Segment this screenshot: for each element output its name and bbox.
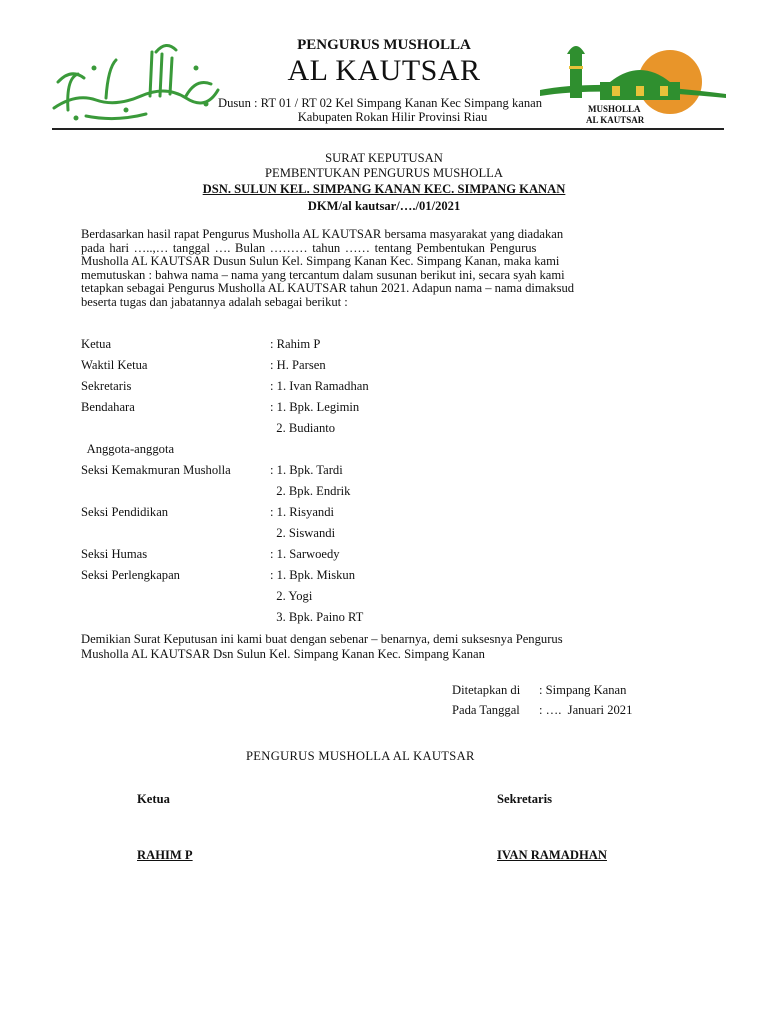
roster-value: : Rahim P: [270, 337, 321, 351]
roster-value: 2. Bpk. Endrik: [270, 484, 351, 498]
place-label: Ditetapkan di: [452, 683, 521, 697]
logo-caption-1: MUSHOLLA: [588, 104, 641, 114]
intro-paragraph: [81, 228, 685, 310]
date-label: Pada Tanggal: [452, 703, 520, 717]
left-role: Ketua: [137, 792, 170, 806]
date-value: : …. Januari 2021: [539, 703, 633, 717]
right-signatory-name: IVAN RAMADHAN: [497, 848, 607, 862]
roster-value: 2. Yogi: [270, 589, 313, 603]
roster-value: : H. Parsen: [270, 358, 326, 372]
org-line: PENGURUS MUSHOLLA: [297, 37, 471, 53]
title-line-3: DSN. SULUN KEL. SIMPANG KANAN KEC. SIMPANG KANAN: [202, 182, 566, 196]
roster-label: Seksi Humas: [81, 547, 148, 561]
roster-label: Seksi Perlengkapan: [81, 568, 180, 582]
roster-label: Seksi Pendidikan: [81, 505, 169, 519]
roster-value: 2. Budianto: [270, 421, 336, 435]
header-divider: [52, 128, 724, 130]
intro-line: pada hari …..,… tanggal …. Bulan ……… tahun …… tentang Pembentukan Pengurus: [81, 240, 537, 255]
roster-value: : 1. Sarwoedy: [270, 547, 340, 561]
roster-value: 2. Siswandi: [270, 526, 336, 540]
roster-value: 3. Bpk. Paino RT: [270, 610, 364, 624]
roster-label: Waktil Ketua: [81, 358, 148, 372]
roster-value: : 1. Bpk. Legimin: [270, 400, 360, 414]
place-value: : Simpang Kanan: [539, 683, 627, 697]
intro-line: tetapkan sebagai Pengurus Musholla AL KAUTSAR tahun 2021. Adapun nama – nama dimaksud: [81, 281, 575, 296]
title-line-2: PEMBENTUKAN PENGURUS MUSHOLLA: [265, 166, 503, 180]
roster-section-heading: Anggota-anggota: [81, 442, 175, 456]
roster-label: Sekretaris: [81, 379, 132, 393]
intro-line: memutuskan : bahwa nama – nama yang tercantum dalam susunan berikut ini, secara syah kami: [81, 267, 565, 282]
roster-value: : 1. Risyandi: [270, 505, 335, 519]
closing-line: Musholla AL KAUTSAR Dsn Sulun Kel. Simpang Kanan Kec. Simpang Kanan: [81, 646, 485, 661]
right-role: Sekretaris: [497, 792, 553, 806]
title-line-1: SURAT KEPUTUSAN: [325, 151, 443, 165]
title-line-4: DKM/al kautsar/…./01/2021: [307, 199, 461, 213]
roster-value: : 1. Bpk. Tardi: [270, 463, 343, 477]
mosque-logo: [540, 38, 730, 128]
left-signatory-name: RAHIM P: [137, 848, 193, 862]
roster-label: Ketua: [81, 337, 112, 351]
intro-line: Musholla AL KAUTSAR Dusun Sulun Kel. Simpang Kanan Kec. Simpang Kanan, maka kami: [81, 254, 560, 269]
intro-line: Berdasarkan hasil rapat Pengurus Musholla AL KAUTSAR bersama masyarakat yang diadakan: [81, 227, 564, 241]
roster-value: : 1. Bpk. Miskun: [270, 568, 356, 582]
intro-line: beserta tugas dan jabatannya adalah sebagai berikut :: [81, 294, 348, 309]
closing-line: Demikian Surat Keputusan ini kami buat dengan sebenar – benarnya, demi suksesnya Pengurus: [81, 632, 563, 646]
address-line-1: Dusun : RT 01 / RT 02 Kel Simpang Kanan Kec Simpang kanan: [218, 96, 543, 110]
roster-label: Seksi Kemakmuran Musholla: [81, 463, 231, 477]
signature-heading: PENGURUS MUSHOLLA AL KAUTSAR: [246, 749, 475, 763]
logo-caption-2: AL KAUTSAR: [586, 115, 645, 125]
roster-label: Bendahara: [81, 400, 135, 414]
roster-value: : 1. Ivan Ramadhan: [270, 379, 369, 393]
org-name: AL KAUTSAR: [287, 54, 481, 87]
address-line-2: Kabupaten Rokan Hilir Provinsi Riau: [297, 110, 488, 124]
closing-paragraph: [81, 632, 685, 661]
